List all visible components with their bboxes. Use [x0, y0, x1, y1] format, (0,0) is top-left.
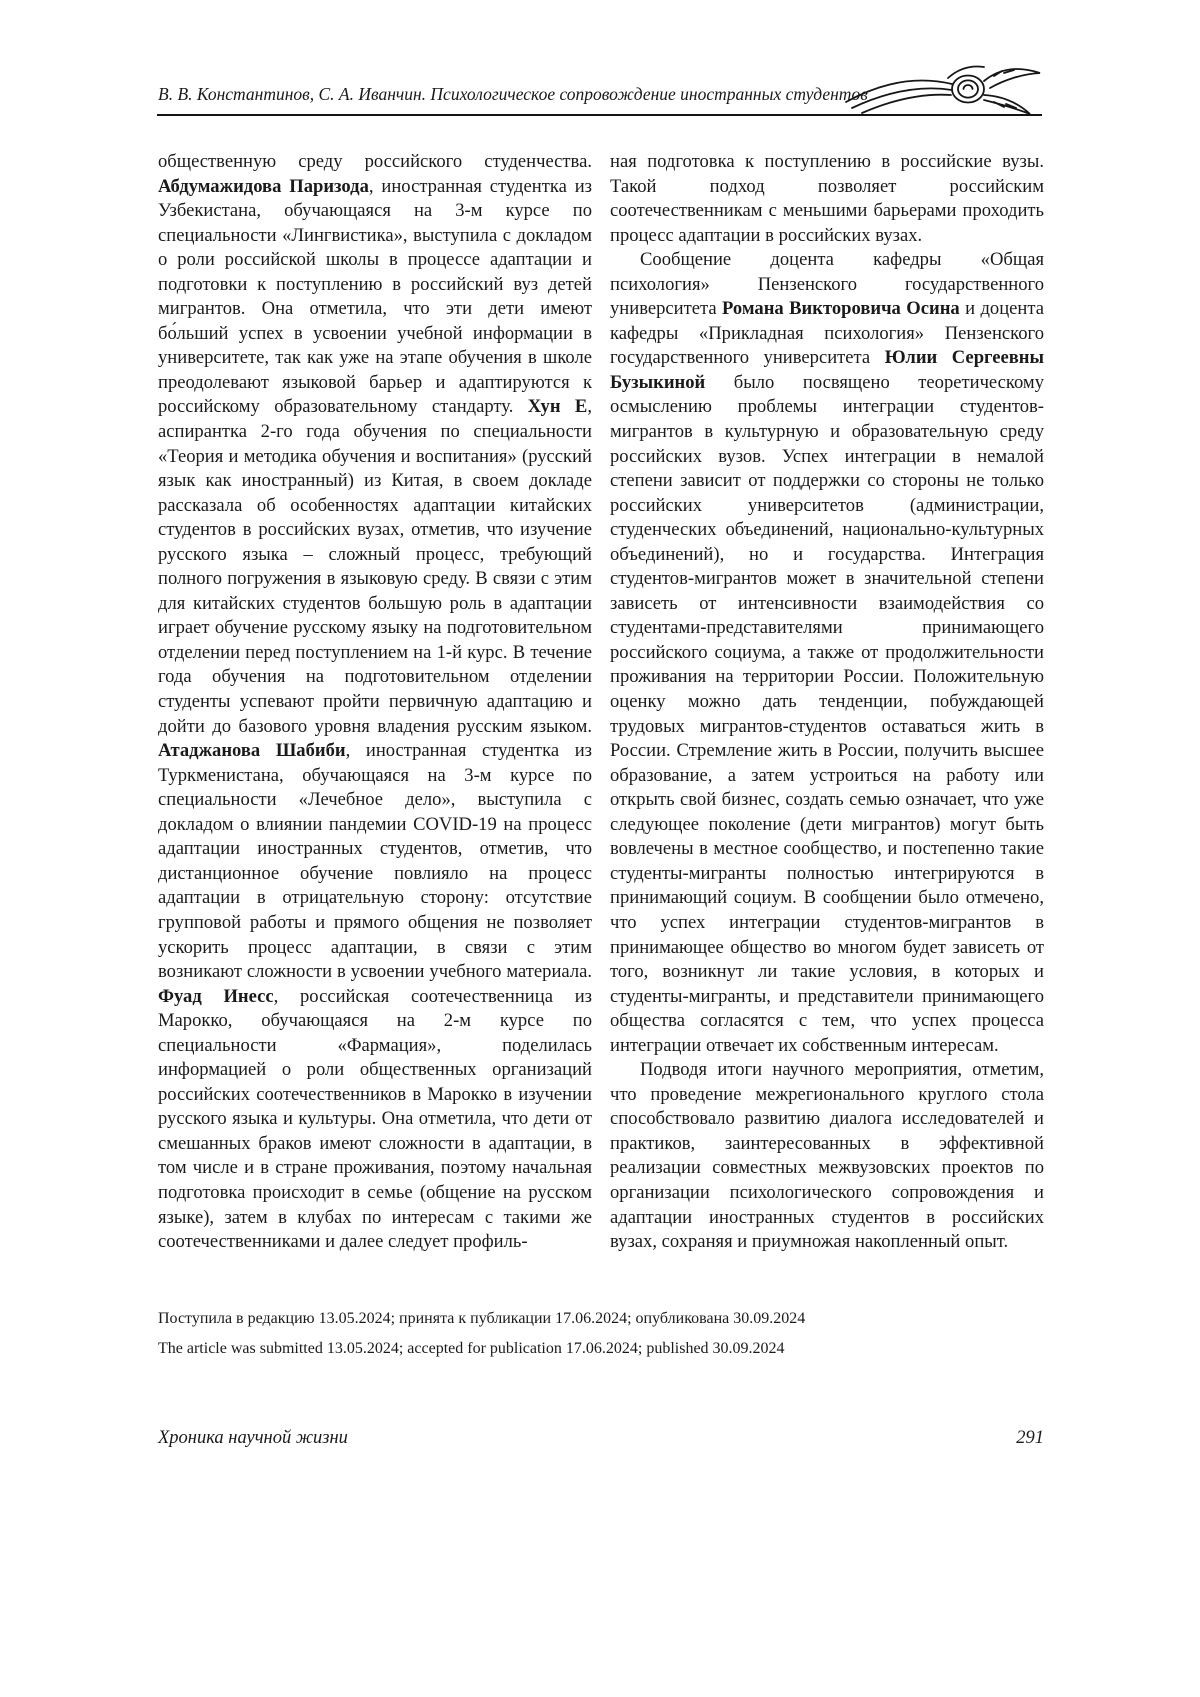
text-run: , иностранная студентка из Узбекистана, обучающаяся на 3-м курсе по специальности «Лингвистика», выступила с докладом о роли российской школы в процессе адаптации и подготовки к поступлению в российский вуз детей мигрантов. Она отметила, что эти дети имеют бо́льший успех в усвоении учебной информации в университете, так как уже на этапе обучения в школе преодолевают языковой барьер и адаптируются к российскому образовательному стандарту. [158, 175, 592, 418]
text-run: Подводя итоги научного мероприятия, отметим, что проведение межрегионального круглого стола способствовало развитию диалога исследователей и практиков, заинтересованных в эффективной реализации совместных межвузовских проектов по организации психологического сопровождения и адаптации иностранных студентов в российских вузах, сохраняя и приумножая накопленный опыт. [610, 1059, 1044, 1253]
speaker-name: Романа Викторовича Осина [722, 298, 960, 320]
text-column-left [158, 150, 592, 1255]
speaker-name: Хун Е [527, 396, 588, 418]
text-run: общественную среду российского студенчества. [158, 151, 592, 172]
paragraph [610, 150, 1044, 248]
footer-section-title: Хроника научной жизни [158, 1428, 348, 1448]
article-body [158, 150, 1044, 1255]
paragraph [610, 1058, 1044, 1254]
submission-history [158, 1304, 1044, 1364]
text-run: Сообщение доцента кафедры «Общая психология» Пензенского государственного университета [610, 249, 1044, 320]
speaker-name: Фуад Инесс [158, 985, 274, 1007]
speaker-name: Абдумажидова Паризода [158, 175, 369, 197]
submission-line-en: The article was submitted 13.05.2024; accepted for publication 17.06.2024; published 30.09.2024 [158, 1340, 785, 1357]
text-run: , российская соотечественница из Марокко, обучающаяся на 2-м курсе по специальности «Фармация», поделилась информацией о роли общественных организаций российских соотечественников в Марокко в изучении русского языка и культуры. Она отметила, что дети от смешанных браков имеют сложности в адаптации, в том числе и в стране проживания, поэтому начальная подготовка происходит в семье (общение на русском языке), затем в клубах по интересам с такими же соотечественниками и далее следует профиль- [158, 985, 592, 1253]
text-column-right [610, 150, 1044, 1255]
flourish-ornament-icon [844, 62, 1044, 118]
footer-page-number: 291 [1016, 1428, 1044, 1448]
text-run: ная подготовка к поступлению в российские вузы. Такой подход позволяет российским соотечественникам с меньшими барьерами проходить процесс адаптации в российских вузах. [610, 151, 1044, 246]
speaker-name: Юлии Сергеевны Бузыкиной [610, 347, 1045, 393]
running-head: В. В. Константинов, С. А. Иванчин. Психологическое сопровождение иностранных студентов [158, 84, 868, 104]
paragraph [158, 150, 592, 1255]
text-run: , аспирантка 2-го года обучения по специальности «Теория и методика обучения и воспитания» (русский язык как иностранный) из Китая, в своем докладе рассказала об особенностях адаптации китайских студентов в российских вузах, отметив, что изучение русского языка – сложный процесс, требующий полного погружения в языковую среду. В связи с этим для китайских студентов большую роль в адаптации играет обучение русскому языку на подготовительном отделении перед поступлением на 1-й курс. В течение года обучения на подготовительном отделении студенты успевают пройти первичную адаптацию и дойти до базового уровня владения русским языком. [158, 396, 592, 737]
submission-line-ru: Поступила в редакцию 13.05.2024; принята к публикации 17.06.2024; опубликована 30.09.2024 [158, 1310, 806, 1327]
text-run: , иностранная студентка из Туркменистана, обучающаяся на 3-м курсе по специальности «Лечебное дело», выступила с докладом о влиянии пандемии COVID-19 на процесс адаптации иностранных студентов, отметив, что дистанционное обучение повлияло на процесс адаптации в отрицательную сторону: отсутствие групповой работы и прямого общения не позволяет ускорить процесс адаптации, в связи с этим возникают сложности в усвоении учебного материала. [158, 740, 592, 983]
text-run: и доцента кафедры «Прикладная психология» Пензенского государственного университета [610, 298, 1044, 369]
speaker-name: Атаджанова Шабиби [158, 740, 346, 762]
page-footer [158, 1428, 1044, 1449]
text-run: было посвящено теоретическому осмыслению проблемы интеграции студентов-мигрантов в культурную и образовательную среду российских вузов. Успех интеграции в немалой степени зависит от поддержки со стороны не только российских университетов (администрации, студенческих объединений, национально-культурных объединений), но и государства. Интеграция студентов-мигрантов может в значительной степени зависеть от интенсивности взаимодействия со студентами-представителями принимающего российского социума, а также от продолжительности проживания на территории России. Положительную оценку можно дать тенденции, побуждающей трудовых мигрантов-студентов оставаться жить в России. Стремление жить в России, получить высшее образование, а затем устроиться на работу или открыть свой бизнес, создать семью означает, что уже следующее поколение (дети мигрантов) могут быть вовлечены в местное сообщество, и постепенно такие студенты-мигранты полностью интегрируются в принимающий социум. В сообщении было отмечено, что успех интеграции студентов-мигрантов в принимающее общество во многом будет зависеть от того, возникнут ли такие условия, в которых и студенты-мигранты, и представители принимающего общества согласятся с тем, что успех процесса интеграции отвечает их собственным интересам. [610, 371, 1044, 1056]
paragraph [610, 248, 1044, 1058]
